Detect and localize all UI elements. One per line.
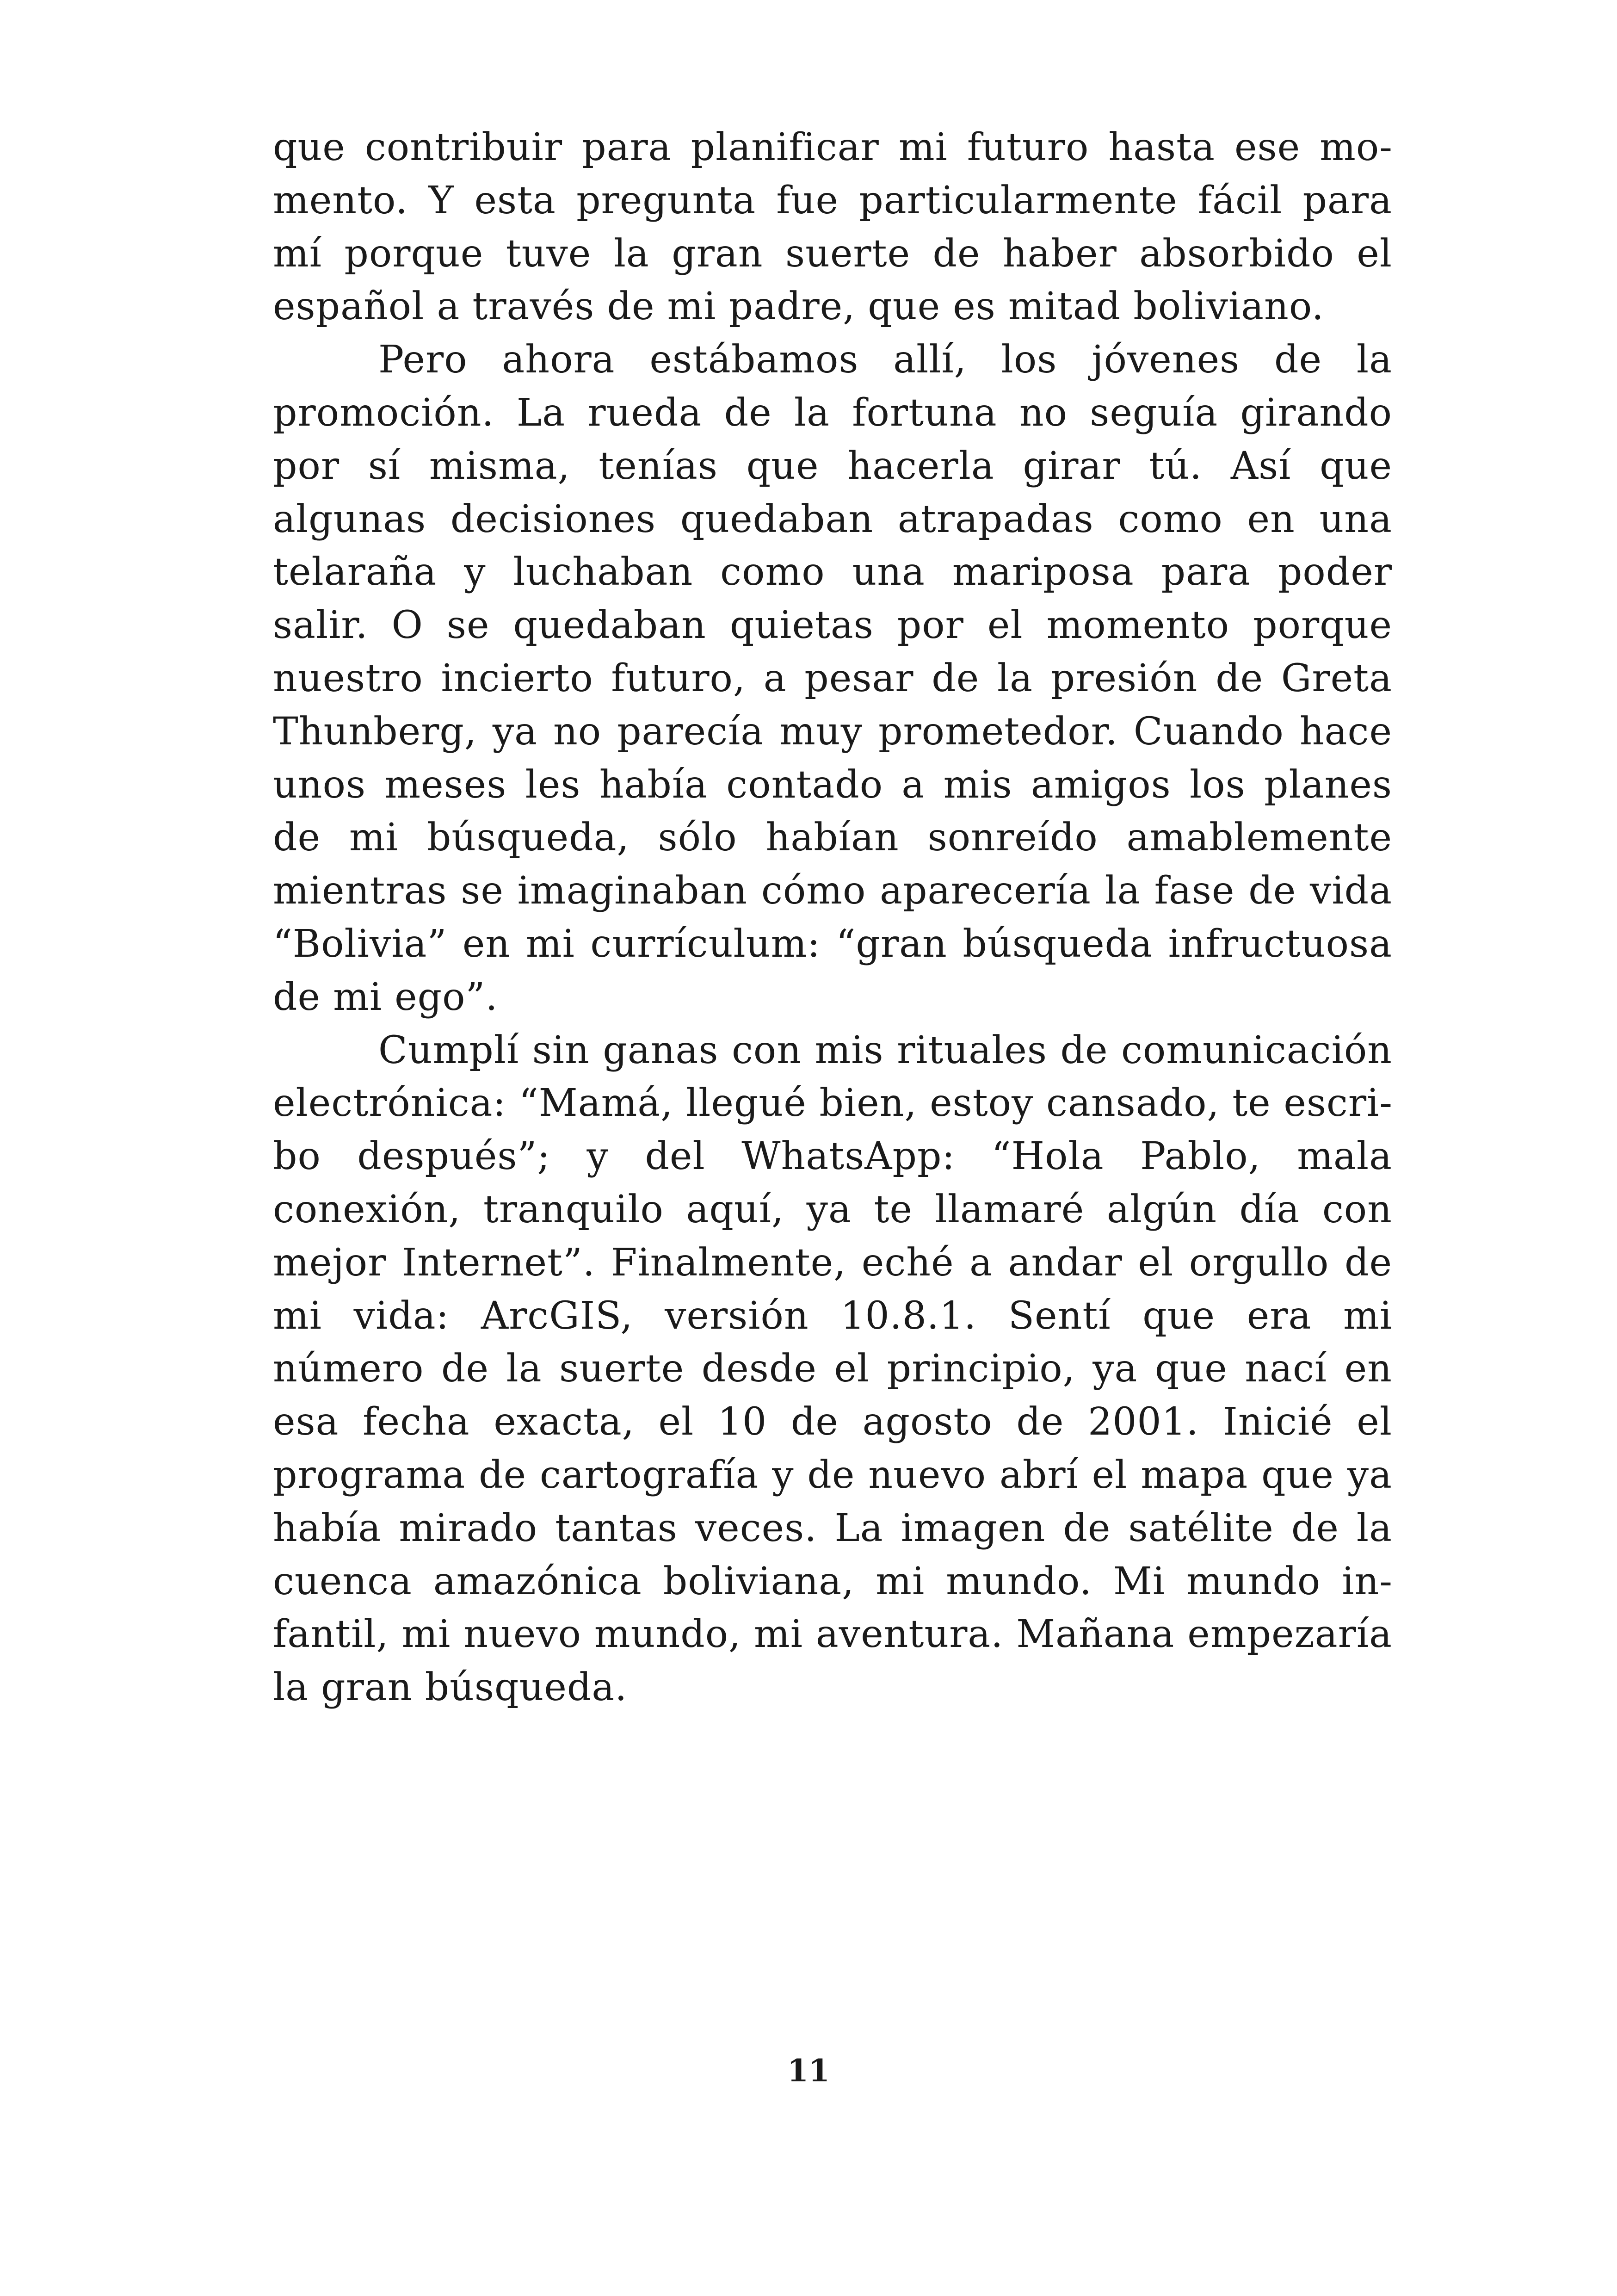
paragraph-2: Pero ahora estábamos allí, los jóvenes de la promoción. La rueda de la fortuna no seguía girando por sí misma, tenías que hacerla girar tú. Así que algunas decisiones quedaban atrapadas como en una telaraña y luchaban como una mariposa para poder salir. O se quedaban quietas por el momento porque nuestro incierto futuro, a pesar de la presión de Greta Thunberg, ya no parecía muy prometedor. Cuando hace unos meses les había contado a mis amigos los planes de mi búsqueda, sólo habían sonreído amablemente mientras se imaginaban cómo aparecería la fase de vida “Bolivia” en mi currículum: “gran búsqueda infructuosa de mi ego”. [273, 338, 1392, 1019]
body-text [273, 121, 1392, 1714]
paragraph-1: que contribuir para planificar mi futuro hasta ese momento. Y esta pregunta fue particularmente fácil para mí porque tuve la gran suerte de haber absorbido el español a través de mi padre, que es mitad boliviano. [273, 125, 1392, 329]
page-number: 11 [787, 2053, 830, 2089]
paragraph-3: Cumplí sin ganas con mis rituales de comunicación electrónica: “Mamá, llegué bien, estoy cansado, te escribo después”; y del WhatsApp: “Hola Pablo, mala conexión, tranquilo aquí, ya te llamaré algún día con mejor Internet”. Finalmente, eché a andar el orgullo de mi vida: ArcGIS, versión 10.8.1. Sentí que era mi número de la suerte desde el principio, ya que nací en esa fecha exacta, el 10 de agosto de 2001. Inicié el programa de cartografía y de nuevo abrí el mapa que ya había mirado tantas veces. La imagen de satélite de la cuenca amazónica boliviana, mi mundo. Mi mundo infantil, mi nuevo mundo, mi aventura. Mañana empezaría la gran búsqueda. [273, 1028, 1392, 1710]
